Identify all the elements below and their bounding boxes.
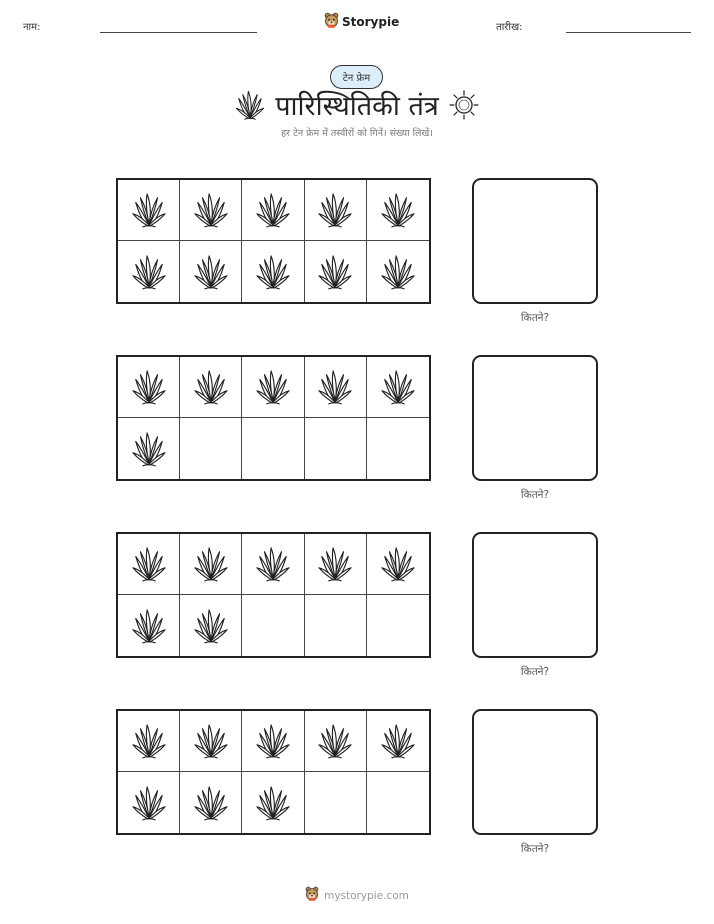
seaweed-icon [256,722,290,760]
ten-frame-3 [116,532,431,658]
frame-cell [242,180,304,241]
seaweed-icon [194,191,228,229]
frame-cell [305,711,367,772]
footer [0,886,714,905]
frame-cell [242,595,304,656]
answer-label-1: कितने? [520,312,550,324]
category-tag: टेन फ्रेम [330,65,383,89]
frame-cell [367,595,429,656]
frame-cell [180,534,242,595]
frame-cell [367,711,429,772]
seaweed-icon [256,784,290,822]
ten-frame-2 [116,355,431,481]
seaweed-icon [381,253,415,291]
date-line[interactable] [566,32,691,33]
answer-box-2[interactable] [472,355,598,481]
storypie-logo-icon [324,12,339,32]
frame-cell [242,418,304,479]
frame-cell [242,534,304,595]
frame-cell [367,418,429,479]
frame-cell [180,180,242,241]
seaweed-icon [318,722,352,760]
seaweed-icon [132,253,166,291]
frame-cell [305,241,367,302]
answer-box-3[interactable] [472,532,598,658]
seaweed-icon [132,430,166,468]
seaweed-icon [256,545,290,583]
frame-cell [367,534,429,595]
seaweed-icon [381,368,415,406]
answer-label-4: कितने? [520,843,550,855]
title-row [0,86,714,123]
footer-site: mystorypie.com [324,889,409,902]
seaweed-icon [235,89,265,121]
seaweed-icon [194,545,228,583]
seaweed-icon [132,784,166,822]
date-label: तारीख: [496,22,523,33]
frame-cell [180,711,242,772]
answer-label-3: कितने? [520,666,550,678]
frame-cell [118,595,180,656]
frame-cell [367,772,429,833]
seaweed-icon [318,368,352,406]
frame-cell [305,357,367,418]
seaweed-icon [132,191,166,229]
frame-cell [118,418,180,479]
seaweed-icon [256,253,290,291]
seaweed-icon [132,368,166,406]
frame-cell [305,772,367,833]
seaweed-icon [381,191,415,229]
seaweed-icon [318,191,352,229]
frame-cell [305,418,367,479]
frame-cell [305,595,367,656]
frame-cell [367,357,429,418]
name-line[interactable] [100,32,257,33]
seaweed-icon [318,253,352,291]
frame-cell [118,180,180,241]
frame-cell [180,595,242,656]
answer-box-4[interactable] [472,709,598,835]
frame-cell [367,180,429,241]
frame-cell [118,357,180,418]
frame-cell [305,180,367,241]
frame-cell [118,241,180,302]
frame-cell [242,772,304,833]
sun-icon [449,90,479,120]
seaweed-icon [132,545,166,583]
seaweed-icon [194,722,228,760]
seaweed-icon [256,368,290,406]
seaweed-icon [318,545,352,583]
brand-name: Storypie [342,15,400,29]
frame-cell [180,772,242,833]
frame-cell [242,357,304,418]
frame-cell [118,534,180,595]
seaweed-icon [256,191,290,229]
frame-cell [180,241,242,302]
frame-cell [242,711,304,772]
frame-cell [305,534,367,595]
frame-cell [180,418,242,479]
page-title: पारिस्थितिकी तंत्र [275,91,439,122]
name-label: नाम: [23,22,41,33]
ten-frame-1 [116,178,431,304]
frame-cell [367,241,429,302]
seaweed-icon [194,368,228,406]
instructions: हर टेन फ्रेम में तस्वीरों को गिनें। संख्या लिखें। [281,128,433,139]
seaweed-icon [194,607,228,645]
ten-frame-4 [116,709,431,835]
seaweed-icon [132,607,166,645]
seaweed-icon [381,722,415,760]
answer-box-1[interactable] [472,178,598,304]
answer-label-2: कितने? [520,489,550,501]
frame-cell [118,711,180,772]
seaweed-icon [132,722,166,760]
frame-cell [242,241,304,302]
seaweed-icon [381,545,415,583]
brand [324,12,399,32]
seaweed-icon [194,784,228,822]
storypie-logo-icon [305,886,319,905]
frame-cell [180,357,242,418]
frame-cell [118,772,180,833]
seaweed-icon [194,253,228,291]
